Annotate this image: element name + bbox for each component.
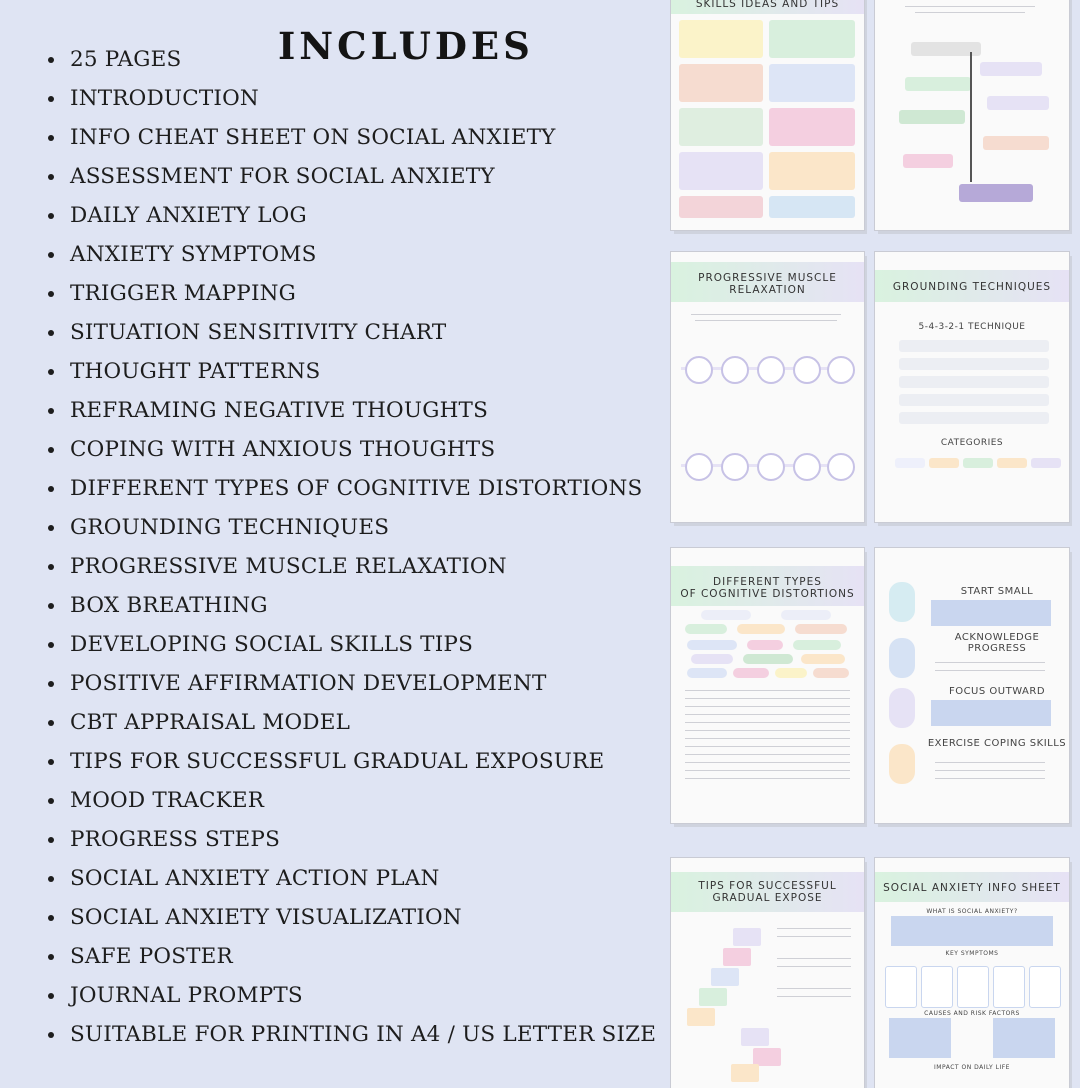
section-label: KEY SYMPTOMS bbox=[945, 950, 999, 957]
preview-title-line2: RELAXATION bbox=[729, 284, 806, 296]
list-item: TIPS FOR SUCCESSFUL GRADUAL EXPOSURE bbox=[48, 742, 656, 781]
list-item: INFO CHEAT SHEET ON SOCIAL ANXIETY bbox=[48, 118, 656, 157]
list-item: SUITABLE FOR PRINTING IN A4 / US LETTER SIZE bbox=[48, 1015, 656, 1054]
list-item: SOCIAL ANXIETY VISUALIZATION bbox=[48, 898, 656, 937]
list-item: REFRAMING NEGATIVE THOUGHTS bbox=[48, 391, 656, 430]
preview-skills-tips bbox=[671, 0, 864, 230]
list-item: INTRODUCTION bbox=[48, 79, 656, 118]
preview-cognitive-distortions bbox=[671, 548, 864, 823]
list-item: BOX BREATHING bbox=[48, 586, 656, 625]
includes-list bbox=[48, 40, 656, 1054]
list-item: ASSESSMENT FOR SOCIAL ANXIETY bbox=[48, 157, 656, 196]
preview-title-line2: OF COGNITIVE DISTORTIONS bbox=[680, 588, 855, 600]
list-item: JOURNAL PROMPTS bbox=[48, 976, 656, 1015]
preview-title: GROUNDING TECHNIQUES bbox=[892, 281, 1052, 293]
preview-grounding bbox=[875, 252, 1069, 522]
list-item: SITUATION SENSITIVITY CHART bbox=[48, 313, 656, 352]
includes-title: INCLUDES bbox=[278, 24, 534, 68]
section-label: WHAT IS SOCIAL ANXIETY? bbox=[926, 908, 1018, 915]
section-label: IMPACT ON DAILY LIFE bbox=[934, 1064, 1010, 1071]
preview-title-line1: DIFFERENT TYPES bbox=[713, 576, 822, 588]
preview-title-line1: PROGRESSIVE MUSCLE bbox=[698, 272, 837, 284]
list-item: GROUNDING TECHNIQUES bbox=[48, 508, 656, 547]
preview-title: SKILLS IDEAS AND TIPS bbox=[695, 0, 840, 10]
list-item: POSITIVE AFFIRMATION DEVELOPMENT bbox=[48, 664, 656, 703]
list-item: DEVELOPING SOCIAL SKILLS TIPS bbox=[48, 625, 656, 664]
preview-progress-steps bbox=[875, 548, 1069, 823]
list-item: COPING WITH ANXIOUS THOUGHTS bbox=[48, 430, 656, 469]
list-item: ANXIETY SYMPTOMS bbox=[48, 235, 656, 274]
categories-label: CATEGORIES bbox=[940, 438, 1004, 448]
step-title: ACKNOWLEDGE PROGRESS bbox=[954, 632, 1040, 654]
step-title: START SMALL bbox=[960, 586, 1034, 597]
preview-trigger-map bbox=[875, 0, 1069, 230]
list-item: PROGRESS STEPS bbox=[48, 820, 656, 859]
preview-title-line1: TIPS FOR SUCCESSFUL bbox=[698, 880, 837, 892]
step-title: FOCUS OUTWARD bbox=[948, 686, 1046, 697]
list-item: SAFE POSTER bbox=[48, 937, 656, 976]
preview-title-line2: GRADUAL EXPOSE bbox=[712, 892, 823, 904]
preview-title: SOCIAL ANXIETY INFO SHEET bbox=[883, 882, 1061, 894]
list-item: 25 PAGES bbox=[48, 40, 656, 79]
technique-label: 5-4-3-2-1 TECHNIQUE bbox=[918, 322, 1026, 332]
list-item: MOOD TRACKER bbox=[48, 781, 656, 820]
list-item: TRIGGER MAPPING bbox=[48, 274, 656, 313]
page-previews bbox=[667, 0, 1080, 1080]
section-label: CAUSES AND RISK FACTORS bbox=[924, 1010, 1020, 1017]
step-title: EXERCISE COPING SKILLS bbox=[927, 738, 1067, 749]
list-item: PROGRESSIVE MUSCLE RELAXATION bbox=[48, 547, 656, 586]
list-item: SOCIAL ANXIETY ACTION PLAN bbox=[48, 859, 656, 898]
preview-muscle-relaxation bbox=[671, 252, 864, 522]
preview-info-sheet bbox=[875, 858, 1069, 1088]
list-item: DIFFERENT TYPES OF COGNITIVE DISTORTIONS bbox=[48, 469, 656, 508]
list-item: CBT APPRAISAL MODEL bbox=[48, 703, 656, 742]
list-item: THOUGHT PATTERNS bbox=[48, 352, 656, 391]
list-item: DAILY ANXIETY LOG bbox=[48, 196, 656, 235]
preview-gradual-exposure bbox=[671, 858, 864, 1088]
